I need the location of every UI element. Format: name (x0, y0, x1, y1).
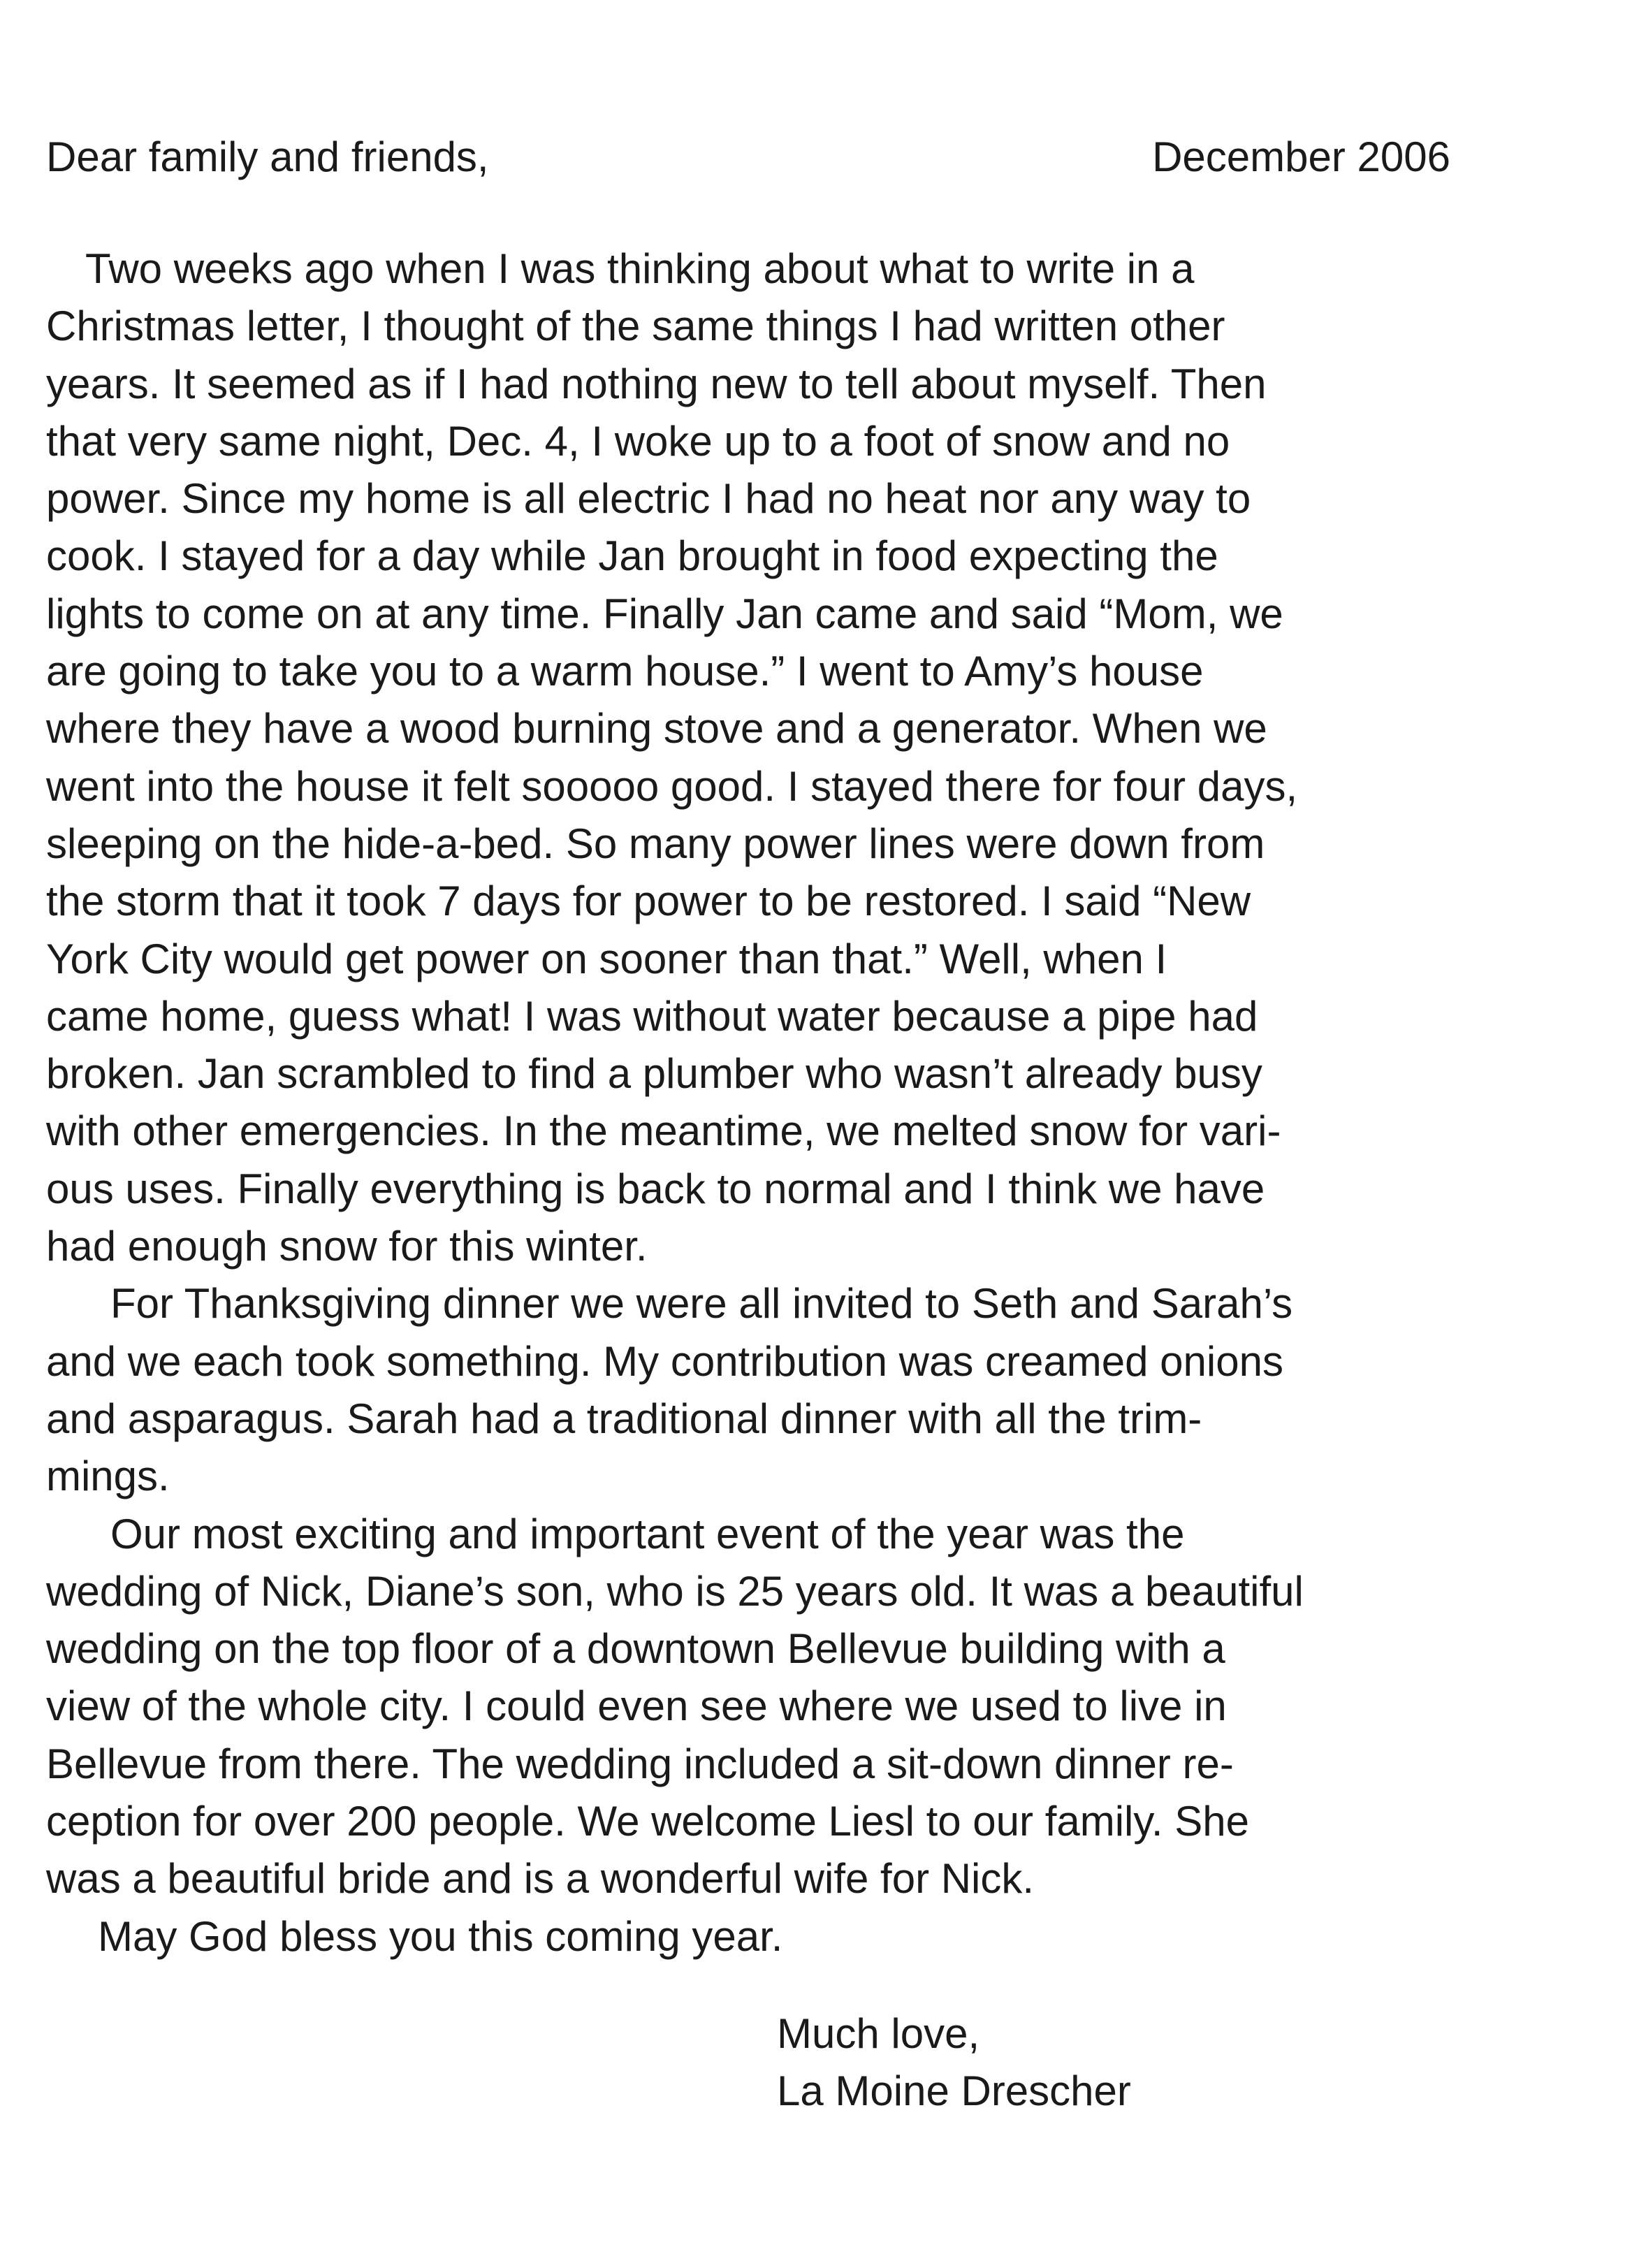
body-line: Two weeks ago when I was thinking about what to write in a (85, 245, 1195, 292)
body-line: ous uses. Finally everything is back to normal and I think we have (46, 1165, 1265, 1212)
body-line: Bellevue from there. The wedding included a sit-down dinner re- (46, 1740, 1234, 1787)
body-line: and we each took something. My contribution was creamed onions (46, 1337, 1283, 1385)
body-line: the storm that it took 7 days for power to be restored. I said “New (46, 878, 1251, 925)
body-line: May God bless you this coming year. (98, 1912, 783, 1960)
body-line: years. It seemed as if I had nothing new to tell about myself. Then (46, 360, 1267, 407)
body-line: mings. (46, 1453, 170, 1500)
body-line: wedding of Nick, Diane’s son, who is 25 years old. It was a beautiful (46, 1567, 1304, 1615)
body-line: York City would get power on sooner than that.” Well, when I (46, 935, 1167, 982)
body-line: cook. I stayed for a day while Jan brought in food expecting the (46, 532, 1218, 580)
letter-body (46, 240, 1499, 1965)
closing-phrase: Much love, (777, 2010, 980, 2057)
body-line: came home, guess what! I was without water because a pipe had (46, 992, 1258, 1040)
body-line: sleeping on the hide-a-bed. So many power lines were down from (46, 820, 1265, 867)
salutation: Dear family and friends, (46, 133, 489, 180)
body-line: ception for over 200 people. We welcome Liesl to our family. She (46, 1798, 1250, 1845)
body-line: are going to take you to a warm house.” I went to Amy’s house (46, 648, 1204, 695)
body-line: had enough snow for this winter. (46, 1223, 648, 1270)
body-line: Christmas letter, I thought of the same things I had written other (46, 303, 1225, 350)
body-line: that very same night, Dec. 4, I woke up to a foot of snow and no (46, 417, 1230, 465)
body-line: power. Since my home is all electric I had no heat nor any way to (46, 475, 1251, 523)
signature-name: La Moine Drescher (777, 2067, 1131, 2114)
body-line: where they have a wood burning stove and a generator. When we (46, 705, 1267, 753)
body-line: and asparagus. Sarah had a traditional dinner with all the trim- (46, 1395, 1202, 1442)
body-line: broken. Jan scrambled to find a plumber who wasn’t already busy (46, 1050, 1262, 1098)
body-line: view of the whole city. I could even see where we used to live in (46, 1682, 1227, 1730)
letter-date: December 2006 (1152, 133, 1450, 180)
body-line: Our most exciting and important event of the year was the (110, 1510, 1185, 1557)
body-line: For Thanksgiving dinner we were all invited to Seth and Sarah’s (110, 1280, 1293, 1328)
body-line: wedding on the top floor of a downtown Bellevue building with a (46, 1625, 1225, 1673)
body-line: went into the house it felt sooooo good. I stayed there for four days, (46, 762, 1298, 810)
body-line: lights to come on at any time. Finally Jan came and said “Mom, we (46, 590, 1283, 637)
body-line: was a beautiful bride and is a wonderful wife for Nick. (46, 1855, 1035, 1903)
letter-header (46, 126, 1450, 189)
body-line: with other emergencies. In the meantime, we melted snow for vari- (46, 1107, 1281, 1155)
letter-closing (777, 2005, 1406, 2120)
